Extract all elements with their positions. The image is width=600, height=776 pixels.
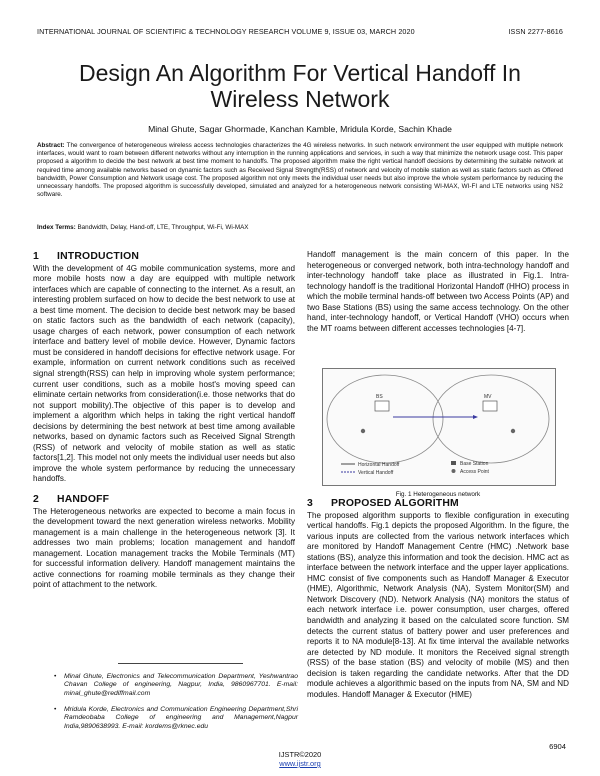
issn: ISSN 2277-8616 xyxy=(508,27,563,36)
legend-access-point: Access Point xyxy=(460,469,489,475)
left-cell-label: BS xyxy=(376,394,383,400)
right-column xyxy=(307,250,569,334)
access-point-icon xyxy=(511,429,515,433)
handoff-continued-text: Handoff management is the main concern of this paper. In the heterogeneous or converged network, both intra-technology handoff and inter-technology handoff take place as illustrated in Fig.1. Intra-technology handoff is the traditional Horizontal Handoff (HHO) process in which the mobile terminal hands-off between two Access Points (AP) and two Base Stations (BS) using the same access technology. On the other hand, inter-technology handoff, or Vertical Handoff (VHO) occurs when the MT roams between different accesses technologies [4-7]. xyxy=(307,250,569,333)
index-terms-text: Bandwidth, Delay, Hand-off, LTE, Throughput, Wi-Fi, Wi-MAX xyxy=(77,224,249,231)
proposed-algorithm-text: The proposed algorithm supports to flexible configuration in executing vertical handoffs. Fig.1 depicts the proposed Algorithm. In the figure, the various inputs are collected from the various network interfaces which are monitored by Handoff Management Centre (HMC) .Network base stations (BS), analyze this information and took the decision. HMC act as interface between the network interface and the upper layer applications. HMC consist of five components such as Handoff Manager & Executor (HME), Algorithmic, Network Analysis (NA), System Monitor(SM) and Network Discovery (ND). Network Analysis (NA) monitors the status of each network interface i.e. power consumption, user charges, offered bandwidth and analyzing it based on the calculated score function. SM detects the current status of battery power and user preferences and reports it to NA module[8-13]. At fix time interval the available networks are detected by ND module. It monitors the Received signal strength (RSS) of the base station (BS) and velocity of mobile (MS) and then decision is taken regarding the candidate networks. After that the DD module achieves a algorithmic based on the inputs from NA, SM and ND modules. Handoff Manager & Executor (HME) xyxy=(307,510,569,699)
page-footer xyxy=(0,750,600,768)
section-heading-introduction: 1 INTRODUCTION xyxy=(33,251,140,262)
author-list: Minal Ghute, Sagar Ghormade, Kanchan Kamble, Mridula Korde, Sachin Khade xyxy=(148,124,452,134)
footer-org: IJSTR©2020 xyxy=(278,750,322,759)
abstract-label: Abstract: xyxy=(37,142,65,149)
bullet-icon: • xyxy=(54,706,57,713)
abstract xyxy=(37,142,563,199)
footnote-divider xyxy=(118,663,243,664)
journal-name: INTERNATIONAL JOURNAL OF SCIENTIFIC & TECHNOLOGY RESEARCH VOLUME 9, ISSUE 03, MARCH 2020 xyxy=(37,27,415,36)
right-cell-label: MV xyxy=(484,394,492,400)
bullet-icon: • xyxy=(54,673,57,680)
legend-horizontal: Horizontal Handoff xyxy=(358,462,400,468)
legend-vertical: Vertical Handoff xyxy=(358,470,394,476)
legend-ap-marker xyxy=(452,469,456,473)
base-station-icon xyxy=(375,401,389,411)
legend-base-station: Base Station xyxy=(460,461,489,467)
footer-site-link[interactable]: www.ijstr.org xyxy=(279,759,321,768)
section-heading-handoff: 2 HANDOFF xyxy=(33,494,110,506)
figure-caption: Fig. 1 Heterogeneous network xyxy=(395,491,481,498)
handoff-text: The Heterogeneous networks are expected to become a main focus in the development toward the next generation wireless networks. Mobility management is a main challenge in the heterogeneous network [3]. It addresses two main problems; location management and handoff management. Location management tracks the Mobile Terminals (MT) for successful information delivery. Handoff management maintains the active connections for roaming mobile terminals as they change their point of attachment to the network. xyxy=(33,506,295,590)
section-heading-proposed-algorithm: 3 PROPOSED ALGORITHM xyxy=(307,498,459,509)
legend-bs-marker xyxy=(451,461,456,465)
abstract-text: The convergence of heterogeneous wireless access technologies characterizes the 4G wireless networks. In such network environment the user equipped with multiple network interfaces, would want to roam between different networks without any interruption in the running applications and services, in such a way that minimize the network usage cost. This paper proposed a algorithm to decide the best network at best time moment to handoffs. The proposed algorithm make the right vertical handoff decisions by determining the suitable network at required time among available networks based on dynamic factors such as Received Signal Strength(RSS) of network and velocity of mobile station as well as static factors such as Offered bandwidth, Power Consumption and Network usage cost. The proposed algorithm not only meets the individual user needs but also improve the whole system performance by reducing the unnecessary handoffs. The proposed algorithm is successfully developed, simulated and analyzed for a heterogeneous network consisting WI-MAX, WI-FI and LTE networks using NS2 software. xyxy=(37,142,564,199)
left-column xyxy=(33,250,295,591)
right-cell xyxy=(433,375,549,463)
mobile-station-icon xyxy=(483,401,497,411)
index-terms xyxy=(37,224,563,231)
index-terms-label: Index Terms: xyxy=(37,224,76,231)
left-cell xyxy=(327,375,443,463)
network-diagram xyxy=(323,369,557,487)
paper-title: Design An Algorithm For Vertical Handoff In Wireless Network xyxy=(79,60,521,112)
footnote-2: • Mridula Korde, Electronics and Communication Engineering Department,Shri Ramdeobaba College of engineering and Management,Nagpur India,9890638993. E-mail: kordems@rknec.edu xyxy=(54,706,298,730)
introduction-text: With the development of 4G mobile communication systems, more and more mobile hosts now a day are equipped with multiple network interfaces which are capable of connecting to the internet. As a result, an interesting problem surfaced on how to decide the best network to use at a best time moment. The decision to decide best network may be based on static factors such as the bandwidth of each network (capacity), usage charges of each network, power consumption of each network interface and battery level of mobile device. However, Dynamic factors must be considered in handoff decisions for effective network usage. For example, information on current network conditions such as received signal strength(RSS) can help in improving whole system performance; current user conditions, such as a mobile host's moving speed can eliminate certain networks from consideration(i.e. those networks that do not support mobility).The objective of this paper is to develop and implement a algorithm which helps in taking the right vertical handoff decisions by determining the best network at best time among available networks, based on dynamic factors such as Received Signal Strength (RSS) of network and velocity of mobile station as well as static factors[1,2]. This model not only meets the individual user needs but also improve the whole system performance by reducing the unnecessary handoffs. xyxy=(33,263,295,484)
footnote-1: • Minal Ghute, Electronics and Telecommunication Department, Yeshwantrao Chavan College of engineering, Nagpur, India, 9860967701. E-mail: minal_ghute@rediffmail.com xyxy=(54,673,298,697)
arrow-head xyxy=(473,415,478,419)
page-number: 6904 xyxy=(549,742,566,751)
figure-heterogeneous-network xyxy=(322,368,556,486)
access-point-icon xyxy=(361,429,365,433)
right-column-lower xyxy=(307,497,569,700)
